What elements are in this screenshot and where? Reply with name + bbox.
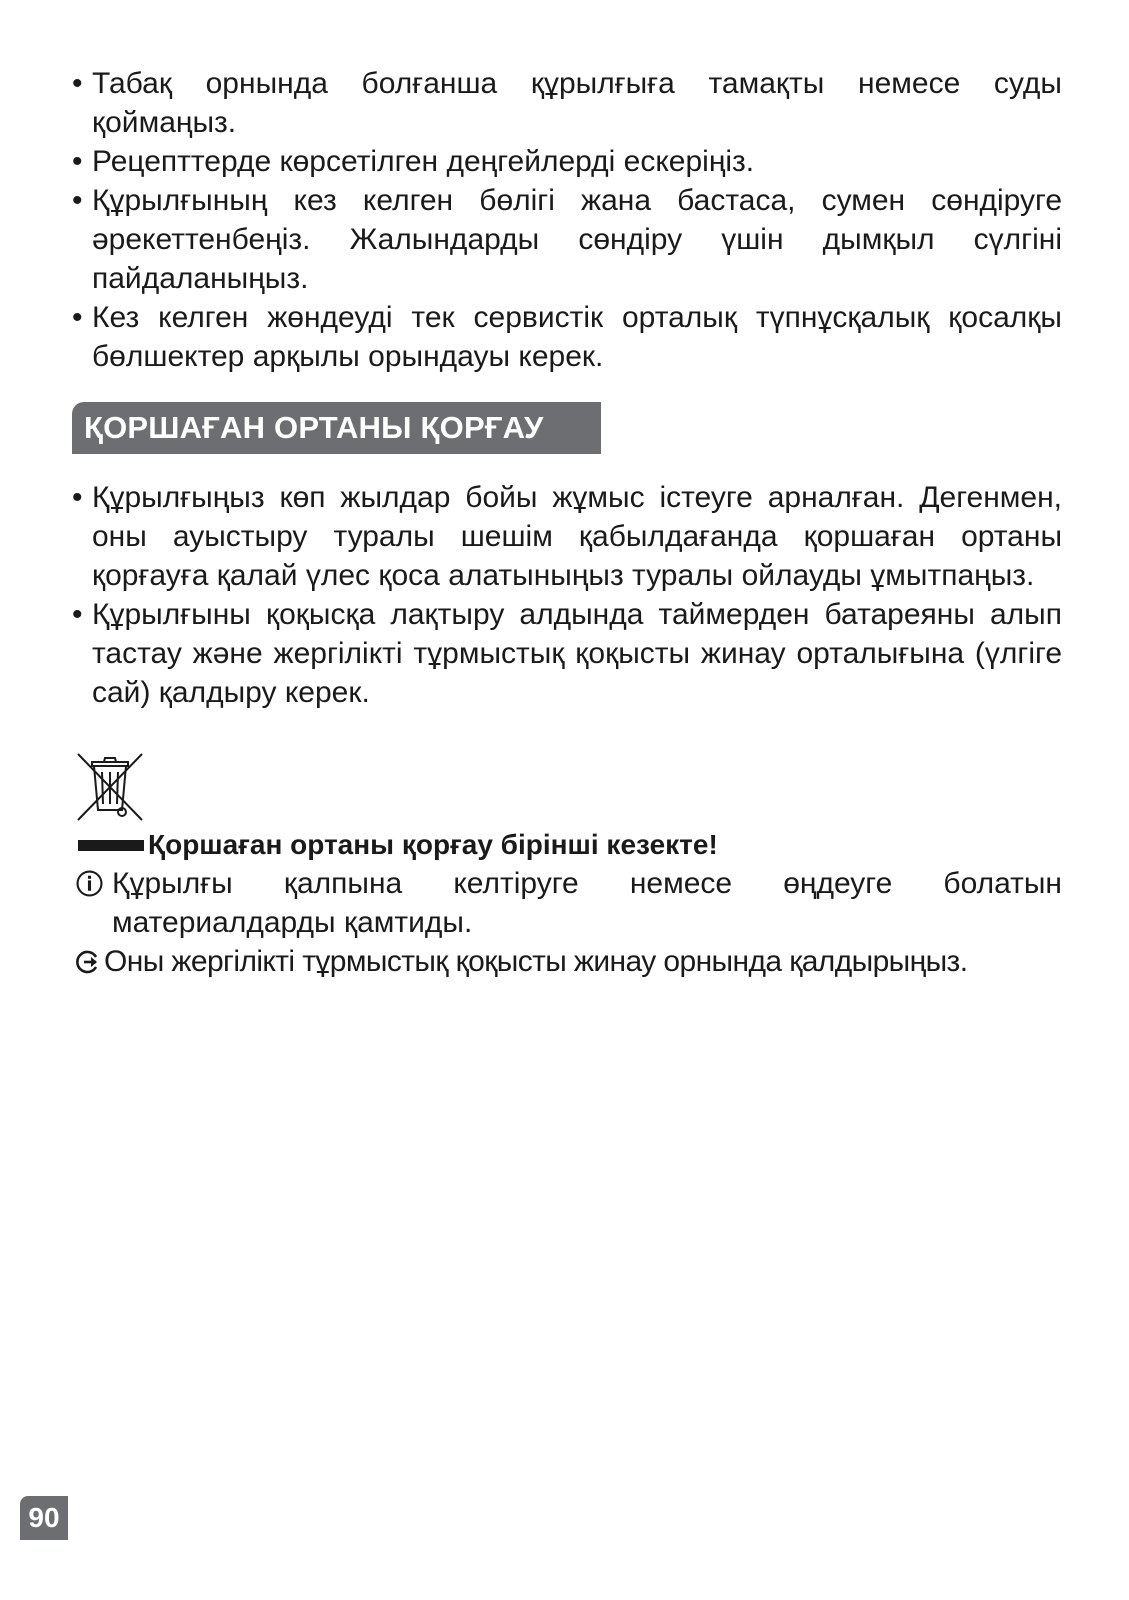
list-item: • Рецепттерде көрсетілген деңгейлерді ескеріңіз. <box>72 142 1062 181</box>
list-item: • Құрылғының кез келген бөлігі жана бастаса, сумен сөндіруге әрекеттенбеңіз. Жалындарды сөндіру үшін дымқыл сүлгіні пайдаланыңыз. <box>72 181 1062 298</box>
list-item: • Құрылғыны қоқысқа лақтыру алдында таймерден батареяны алып тастау және жергілікті тұрмыстық қоқысты жинау орталығына (үлгіге сай) қалдыру керек. <box>72 595 1062 712</box>
title-bar-decoration <box>78 840 144 851</box>
action-line <box>72 942 1062 981</box>
list-item: • Кез келген жөндеуді тек сервистік орталық түпнұсқалық қосалқы бөлшектер арқылы орындауы керек. <box>72 298 1062 376</box>
info-text: Құрылғы қалпына келтіруге немесе өңдеуге болатын материалдарды қамтиды. <box>112 867 1062 939</box>
action-text: Оны жергілікті тұрмыстық қоқысты жинау орнында қалдырыңыз. <box>104 945 968 978</box>
section-heading-environment: ҚОРШАҒАН ОРТАНЫ ҚОРҒАУ <box>72 402 601 454</box>
list-item: • Құрылғыңыз көп жылдар бойы жұмыс істеуге арналған. Дегенмен, оны ауыстыру туралы шешім қабылдағанда қоршаған ортаны қорғауға қалай үлес қоса алатыныңыз туралы ойлауды ұмытпаңыз. <box>72 478 1062 595</box>
list-item: • Табақ орнында болғанша құрылғыға тамақты немесе суды қоймаңыз. <box>72 64 1062 142</box>
recycling-block <box>72 748 1062 981</box>
environment-bullet-list <box>72 478 1062 712</box>
info-icon <box>76 870 103 897</box>
arrow-right-circle-icon <box>76 950 100 974</box>
safety-bullet-list <box>72 64 1062 376</box>
page-number: 90 <box>20 1496 68 1540</box>
eco-title-text: Қоршаған ортаны қорғау бірінші кезекте! <box>148 829 718 860</box>
page-content <box>72 64 1062 981</box>
info-line <box>72 864 1062 942</box>
crossed-out-wheelie-bin-icon <box>72 748 148 824</box>
eco-title <box>72 826 1062 864</box>
